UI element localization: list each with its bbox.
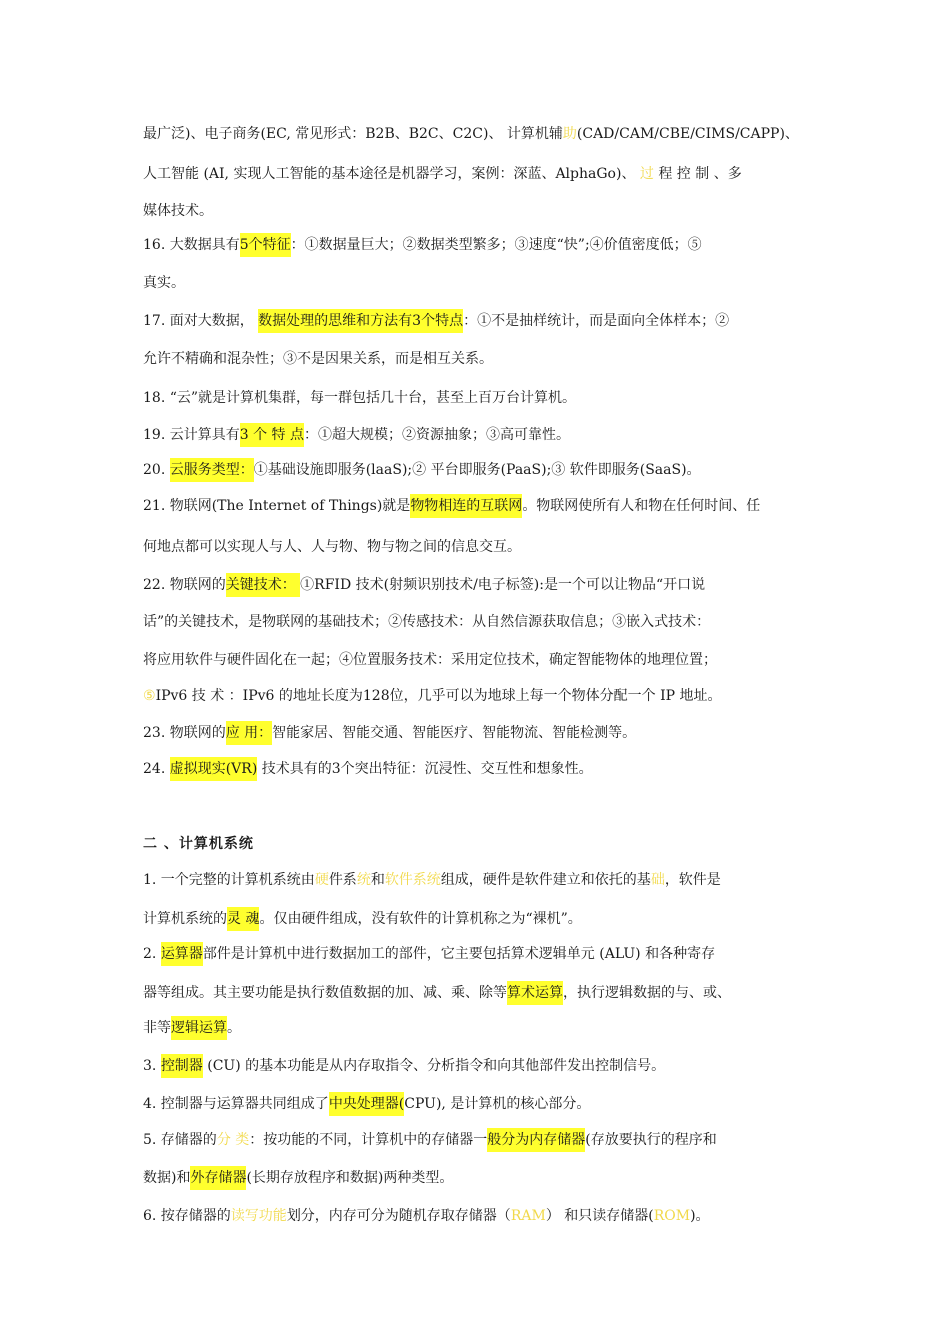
text-line [143,686,721,706]
text-segment: (长期存放程序和数据)两种类型。 [246,1170,454,1186]
text-segment: 分 类 [216,1132,250,1148]
text-line [143,235,702,255]
text-line [143,164,742,184]
text-line [143,1094,590,1114]
highlighted-text: 逻辑运算 [171,1016,227,1040]
text-line [143,612,710,632]
text-line [143,1018,241,1038]
text-segment: 5. 存储器的 [143,1132,217,1148]
text-segment: 1. 一个完整的计算机系统由 [143,872,315,888]
text-segment: ，执行逻辑数据的与、或、 [563,985,731,1001]
text-line [143,311,729,331]
text-segment: 3. [143,1058,161,1074]
text-segment: 础 [650,872,665,888]
highlighted-text: 关键技术： [226,573,300,597]
text-segment: 部件是计算机中进行数据加工的部件，它主要包括算术逻辑单元 (ALU) 和各种寄存 [202,946,716,962]
text-segment: ，软件是 [664,872,721,888]
highlighted-text: 云服务类型： [170,458,254,482]
text-segment: ：①超大规模；②资源抽象；③高可靠性。 [303,427,570,443]
text-line [143,201,213,221]
text-segment: 6. 按存储器的 [143,1208,231,1224]
text-segment: 程 控 制 、多 [653,166,742,182]
highlighted-text: 运算器 [161,942,203,966]
text-segment: 将应用软件与硬件固化在一起；④位置服务技术：采用定位技术，确定智能物体的地理位置； [143,652,717,668]
text-line [143,759,593,779]
text-line [143,425,570,445]
text-segment: 计算机系统的 [143,911,227,927]
text-segment: 智能家居、智能交通、智能医疗、智能物流、智能检测等。 [272,725,637,741]
text-line [143,944,715,964]
text-segment: 22. 物联网的 [143,577,226,593]
text-line [143,537,521,557]
text-segment: 统 [356,872,371,888]
text-segment: (存放要执行的程序和 [585,1132,717,1148]
text-line [143,834,254,854]
text-segment: 。 [227,1020,241,1036]
text-line [143,349,493,369]
highlighted-text: 灵 魂 [227,907,259,931]
text-segment: 真实。 [143,275,185,291]
text-line [143,723,636,743]
text-line [143,650,717,670]
text-segment: 读写功能 [230,1208,287,1224]
highlighted-text: 控制器 [161,1054,203,1078]
text-segment: ⑤ [143,688,156,704]
text-line [143,273,185,293]
text-segment: 4. 控制器与运算器共同组成了 [143,1096,329,1112]
text-segment: 器等组成。其主要功能是执行数值数据的加、减、乘、除等 [143,985,507,1001]
highlighted-text: 般分为内存储器 [487,1128,585,1152]
text-segment: ①基础设施即服务(laaS);② 平台即服务(PaaS);③ 软件即服务(SaaS)。 [253,462,701,478]
text-segment: 。仅由硬件组成，没有软件的计算机称之为“裸机”。 [259,911,582,927]
text-line [143,909,582,929]
text-segment: 20. [143,462,170,478]
highlighted-text: 5个特征 [240,233,291,257]
text-line [143,575,705,595]
text-line [143,1056,665,1076]
text-segment: 数据)和 [143,1170,191,1186]
text-line [143,1130,717,1150]
text-segment: ROM [653,1208,691,1224]
text-segment: RAM [510,1208,546,1224]
highlighted-text: 外存储器 [190,1166,246,1190]
text-segment: 21. 物联网(The Internet of Things)就是 [143,498,411,514]
text-line [143,496,760,516]
text-segment: 过 [639,166,654,182]
text-line [143,388,576,408]
text-segment: 和 [370,872,385,888]
text-segment: ） 和只读存储器( [545,1208,654,1224]
text-segment: 技术具有的3个突出特征：沉浸性、交互性和想象性。 [257,761,593,777]
text-segment: 23. 物联网的 [143,725,226,741]
text-segment: 话”的关键技术，是物联网的基础技术；②传感技术：从自然信源获取信息；③嵌入式技术： [143,614,711,630]
highlighted-text: 物物相连的互联网 [410,494,522,518]
text-segment: 硬 [314,872,329,888]
text-segment: 2. [143,946,161,962]
text-line [143,124,799,144]
highlighted-text: 虚拟现实(VR) [170,757,258,781]
text-segment: (CAD/CAM/CBE/CIMS/CAPP)、 [576,126,799,142]
text-segment: 何地点都可以实现人与人、人与物、物与物之间的信息交互。 [143,539,521,555]
text-segment: )。 [690,1208,710,1224]
text-segment: (CU) 的基本功能是从内存取指令、分析指令和向其他部件发出控制信号。 [202,1058,666,1074]
section-heading: 二 、计算机系统 [143,836,254,852]
text-segment: 。物联网使所有人和物在任何时间、任 [522,498,761,514]
text-line [143,983,731,1003]
text-segment: IPv6 技 术 ：IPv6 的地址长度为128位，几乎可以为地球上每一个物体分配一个 IP 地址。 [155,688,722,704]
text-segment: ：①数据量巨大；②数据类型繁多；③速度“快”;④价值密度低；⑤ [290,237,702,253]
text-segment: 划分，内存可分为随机存取存储器（ [286,1208,511,1224]
highlighted-text: 3 个 特 点 [240,423,304,447]
text-line [143,1206,710,1226]
text-segment: 组成，硬件是软件建立和依托的基 [440,872,651,888]
text-segment: 18. “云”就是计算机集群，每一群包括几十台，甚至上百万台计算机。 [143,390,577,406]
text-segment: 最广泛)、电子商务(EC, 常见形式：B2B、B2C、C2C)、 计算机辅 [143,126,563,142]
text-segment: 17. 面对大数据， [143,313,259,329]
highlighted-text: 中央处理器( [329,1092,404,1116]
text-segment: 媒体技术。 [143,203,213,219]
text-segment: 件系 [328,872,357,888]
text-line [143,870,721,890]
text-segment: 助 [562,126,577,142]
text-segment: 人工智能 (AI, 实现人工智能的基本途径是机器学习，案例：深蓝、AlphaGo)、 [143,166,640,182]
highlighted-text: 算术运算 [507,981,563,1005]
text-line [143,1168,453,1188]
highlighted-text: 数据处理的思维和方法有3个特点 [258,309,463,333]
text-segment: 非等 [143,1020,171,1036]
text-segment: CPU), 是计算机的核心部分。 [404,1096,591,1112]
text-segment: ：按功能的不同，计算机中的存储器一 [249,1132,488,1148]
text-segment: 允许不精确和混杂性；③不是因果关系，而是相互关系。 [143,351,493,367]
text-segment: 16. 大数据具有 [143,237,240,253]
text-segment: 19. 云计算具有 [143,427,240,443]
text-segment: 软件系统 [384,872,441,888]
text-segment: 24. [143,761,170,777]
highlighted-text: 应 用： [226,721,272,745]
text-segment: ：①不是抽样统计，而是面向全体样本；② [463,313,730,329]
text-segment: ①RFID 技术(射频识别技术/电子标签):是一个可以让物品“开口说 [300,577,706,593]
text-line [143,460,701,480]
